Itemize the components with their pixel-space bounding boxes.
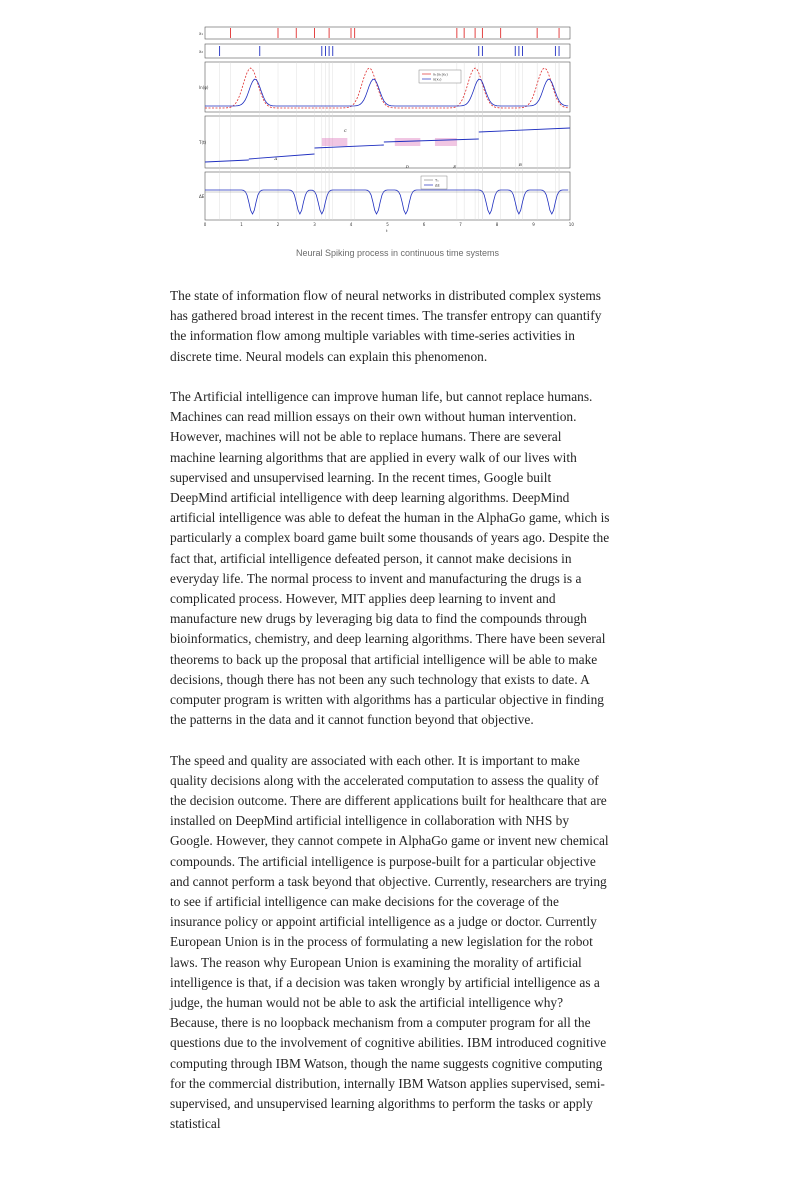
x-axis-label: t — [386, 228, 388, 233]
x-tick-label: 7 — [459, 222, 462, 227]
figure-caption: Neural Spiking process in continuous time systems — [295, 248, 500, 258]
x-tick-label: 5 — [386, 222, 389, 227]
x-tick-label: 2 — [276, 222, 280, 227]
x-tick-label: 4 — [349, 222, 353, 227]
x-tick-label: 8 — [495, 222, 499, 227]
legend-label: T₁ — [435, 178, 439, 183]
legend-label: λ(x₁) — [433, 77, 442, 82]
paragraph-3: The speed and quality are associated with each other. It is important to make quality decisions along with the accelerated computation to assess the quality of the decision outcome. There are different applications built for healthcare that are installed on DeepMind artificial intelligence in collaboration with NHS by Google. However, they cannot compete in AlphaGo game or invent new chemical compounds. The artificial intelligence is purpose-built for a particular objective and cannot perform a task beyond that objective. Currently, researchers are trying to see if artificial intelligence can make decisions for the coverage of the insurance policy or appoint artificial intelligence as a judge or doctor. Currently European Union is in the process of formulating a new legislation for the robot laws. The reason why European Union is examining the morality of artificial intelligence is that, if a decision was taken wrongly by artificial intelligence as a judge, the human would not be able to ask the artificial intelligence why? Because, there is no loopback mechanism from a computer program for all the questions due to the involvement of cognitive abilities. IBM introduced cognitive computing through IBM Watson, though the name suggests cognitive computing for the commercial distribution, internally IBM Watson applies supervised, semi-supervised, and unsupervised learning algorithms to perform the tasks or apply statistical — [170, 752, 609, 1132]
x-tick-label: 1 — [240, 222, 243, 227]
x-tick-label: 0 — [203, 222, 207, 227]
annotation-label: D — [405, 164, 409, 169]
annotation-label: B — [518, 162, 522, 167]
panel-frame — [205, 27, 570, 39]
x-tick-label: 10 — [568, 222, 574, 227]
paragraph-1: The state of information flow of neural networks in distributed complex systems has gathered broad interest in the recent times. The transfer entropy can quantify the information flow among multiple variables with time-series activities in discrete time. Neural models can explain this phenomenon. — [170, 288, 602, 364]
highlight-region — [395, 138, 421, 146]
panel-y-label: x₂ — [199, 49, 203, 54]
transfer-entropy-segment — [205, 160, 249, 162]
x-tick-label: 6 — [422, 222, 426, 227]
annotation-label: C — [343, 128, 347, 133]
figure-plot — [195, 20, 580, 236]
series-delta-e — [205, 190, 568, 214]
paragraph-2: The Artificial intelligence can improve human life, but cannot replace humans. Machines can read million essays on their own without human intervention. However, machines will not be able to replace humans. There are several machine learning algorithms that are applied in every walk of our lives with supervised and unsupervised learning. In the recent times, Google built DeepMind artificial intelligence with deep learning algorithms. DeepMind artificial intelligence was able to defeat the human in the AlphaGo game, which is particularly a complex board game built some thousands of years ago. Despite the fact that, artificial intelligence defeated person, it cannot make decisions in everyday life. The normal process to invent and manufacturing the drugs is a complicated process. However, MIT applies deep learning to invent and manufacture new drugs by leveraging big data to find the compounds through bioinformatics, chemistry, and deep learning algorithms. There have been several theorems to back up the proposal that artificial intelligence will be able to make decisions, though there has not been any such technology that exists to date. A computer program is written with algorithms has a particular objective in finding the patterns in the data and it cannot function beyond that objective. — [170, 389, 610, 728]
legend-label: ΔE — [435, 183, 440, 188]
legend-box-panel5 — [421, 176, 447, 189]
panel-y-label: x₁ — [199, 31, 203, 36]
transfer-entropy-segment — [249, 154, 315, 159]
highlight-region — [322, 138, 348, 146]
panel-y-label: T(t) — [199, 140, 207, 145]
annotation-label: E — [453, 164, 457, 169]
x-tick-label: 9 — [532, 222, 535, 227]
series-lambda-conditional — [205, 68, 568, 108]
article-body — [170, 286, 610, 1155]
x-tick-label: 3 — [313, 222, 316, 227]
panel-y-label: ΔE — [199, 194, 205, 199]
highlight-region — [435, 138, 457, 146]
series-lambda — [205, 79, 568, 106]
neural-spiking-figure — [195, 20, 580, 236]
transfer-entropy-segment — [479, 128, 570, 132]
legend-label: λ₁(x₁|x₂) — [433, 72, 448, 77]
annotation-label: A — [274, 156, 278, 161]
panel-y-label: ln(φ) — [199, 85, 209, 90]
